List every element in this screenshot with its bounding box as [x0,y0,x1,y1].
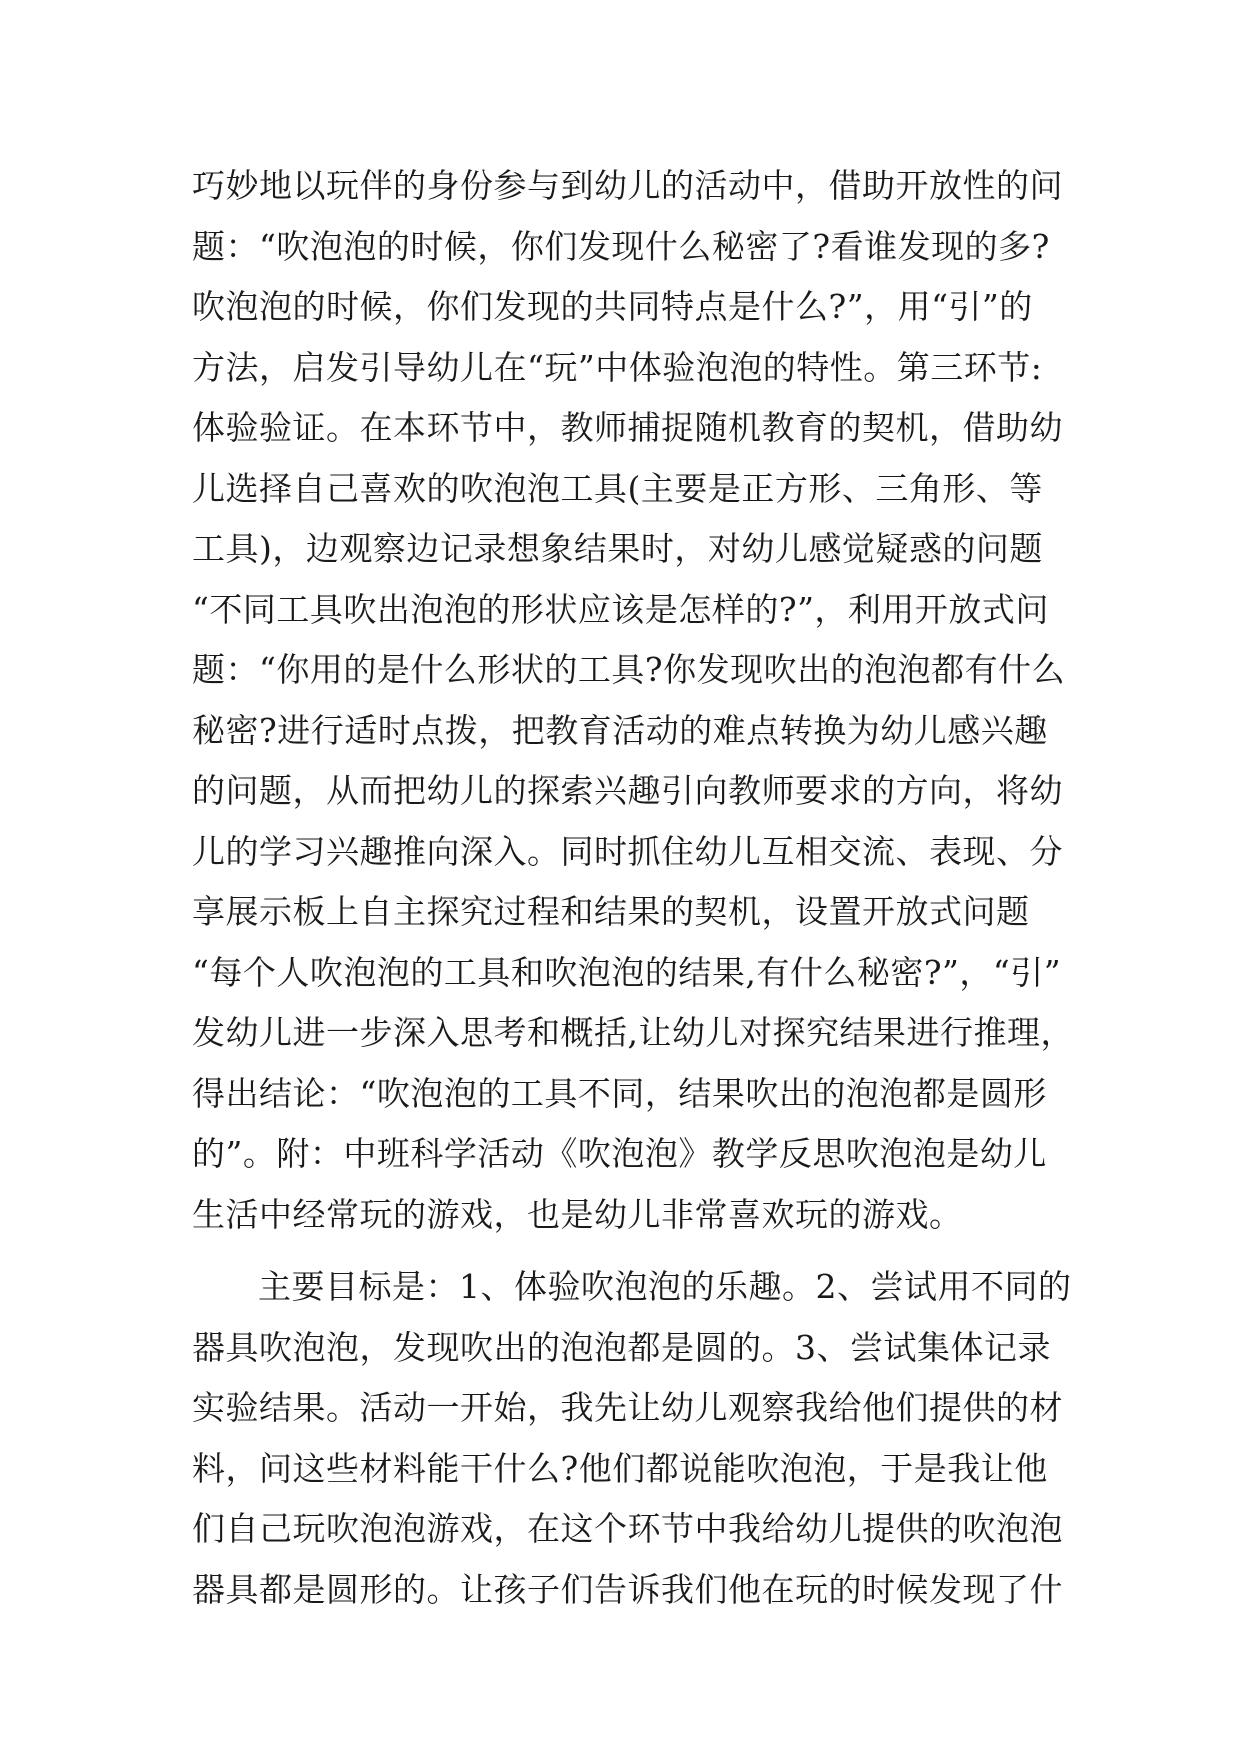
text-line: 吹泡泡的时候，你们发现的共同特点是什么?”，用“引”的 [192,287,1033,326]
paragraph-spacer [192,1245,1052,1257]
text-line: 儿选择自己喜欢的吹泡泡工具(主要是正方形、三角形、等 [192,468,1043,508]
text-line: “不同工具吹出泡泡的形状应该是怎样的?”，利用开放式问 [192,589,1049,629]
paragraph-1 [192,156,1074,1245]
text-line: 器具吹泡泡，发现吹出的泡泡都是圆的。3、尝试集体记录 [192,1327,1051,1367]
text-line: 得出结论：“吹泡泡的工具不同，结果吹出的泡泡都是圆形 [192,1073,1047,1113]
text-line: 秘密?进行适时点拨，把教育活动的难点转换为幼儿感兴趣 [192,710,1048,750]
text-line: 发幼儿进一步深入思考和概括,让幼儿对探究结果进行推理， [192,1013,1074,1052]
text-line: 工具)，边观察边记录想象结果时，对幼儿感觉疑惑的问题 [192,529,1043,568]
text-line: “每个人吹泡泡的工具和吹泡泡的结果,有什么秘密?”，“引” [192,952,1062,992]
text-line: 生活中经常玩的游戏，也是幼儿非常喜欢玩的游戏。 [192,1194,963,1234]
text-line: 的问题，从而把幼儿的探索兴趣引向教师要求的方向，将幼 [192,771,1063,810]
text-line: 实验结果。活动一开始，我先让幼儿观察我给他们提供的材 [192,1388,1063,1427]
text-line: 享展示板上自主探究过程和结果的契机，设置开放式问题 [192,892,1030,931]
text-line: 主要目标是：1、体验吹泡泡的乐趣。2、尝试用不同的 [258,1267,1072,1306]
text-line: 料，问这些材料能干什么?他们都说能吹泡泡，于是我让他 [192,1448,1048,1488]
text-line: 巧妙地以玩伴的身份参与到幼儿的活动中，借助开放性的问 [192,166,1063,205]
text-line: 题：“吹泡泡的时候，你们发现什么秘密了?看谁发现的多? [192,226,1050,266]
text-line: 器具都是圆形的。让孩子们告诉我们他在玩的时候发现了什 [192,1569,1063,1609]
text-line: 方法，启发引导幼儿在“玩”中体验泡泡的特性。第三环节: [192,347,1043,387]
paragraph-2 [192,1257,1072,1620]
text-line: 题：“你用的是什么形状的工具?你发现吹出的泡泡都有什么 [192,650,1066,689]
body-text [192,156,1074,1620]
text-line: 的”。附：中班科学活动《吹泡泡》教学反思吹泡泡是幼儿 [192,1134,1047,1173]
text-line: 们自己玩吹泡泡游戏，在这个环节中我给幼儿提供的吹泡泡 [192,1509,1063,1548]
text-line: 体验验证。在本环节中，教师捕捉随机教育的契机，借助幼 [192,408,1063,447]
text-line: 儿的学习兴趣推向深入。同时抓住幼儿互相交流、表现、分 [192,831,1063,871]
